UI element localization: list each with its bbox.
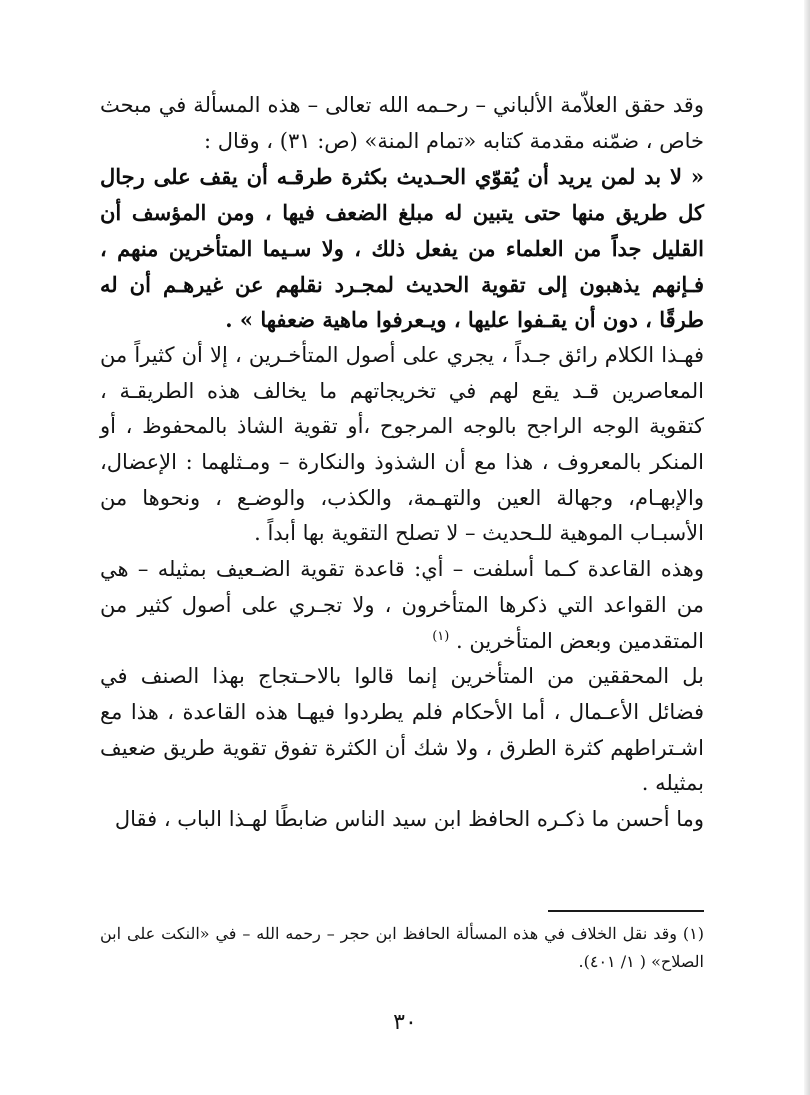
paragraph-text: وما أحسن ما ذكـره الحافظ ابن سيد الناس ضابطًا لهـذا الباب ، فقال [114,807,704,832]
footnote [100,920,704,976]
paragraph-verifiers [100,659,704,802]
footnote-separator [548,910,704,912]
scan-edge-shadow [804,0,810,1095]
footnote-text: (١) وقد نقل الخلاف في هذه المسألة الحافظ ابن حجر – رحمه الله – في «النكت على ابن الصلاح» ( ١/ ٤٠١). [100,924,704,971]
paragraph-commentary [100,338,704,552]
quotation-text: « لا بد لمن يريد أن يُقوّي الحـديث بكثرة طرقـه أن يقف على رجال كل طريق منها حتى يتبين له مبلغ الضعف فيها ، ومن المؤسف أن القليل جداً من العلماء من يفعل ذلك ، ولا سـيما المتأخرين منهم ، فـإنهم يذهبون إلى تقوية الحديث لمجـرد نقلهم عن غيرهـم أن له طرقًا ، دون أن يقـفوا عليها ، ويـعرفوا ماهية ضعفها » . [100,164,704,333]
paragraph-text: فهـذا الكلام رائق جـداً ، يجري على أصول المتأخـرين ، إلا أن كثيراً من المعاصرين قـد يقع لهم في تخريجاتهم ما يخالف هذه الطريقـة ، كتقوية الوجه الراجح بالوجه المرجوح ،أو تقوية الشاذ بالمحفوظ ، أو المنكر بالمعروف ، هذا مع أن الشذوذ والنكارة – ومـثلهما : الإعضال، والإبهـام، وجهالة العين والتهـمة، والكذب، والوضـع ، ونحوها من الأسبـاب الموهية للـحديث – لا تصلح التقوية بها أبداً . [100,342,705,546]
paragraph-text: بل المحققين من المتأخرين إنما قالوا بالاحـتجاج بهذا الصنف في فضائل الأعـمال ، أما الأحكام فلم يطردوا فيهـا هذه القاعدة ، هذا مع اشـتراطهم كثرة الطرق ، ولا شك أن الكثرة تفوق تقوية طريق ضعيف بمثيله . [100,664,704,796]
page-number: ٣٠ [393,1010,417,1035]
paragraph-closing [100,802,704,838]
paragraph-intro [100,88,704,159]
main-text-body [100,88,704,838]
footnote-reference-mark: (١) [432,628,450,644]
paragraph-text: وقد حقق العلاّمة الألباني – رحـمه الله تعالى – هذه المسألة في مبحث خاص ، ضمّنه مقدمة كتابه «تمام المنة» (ص: ٣١) ، وقال : [100,93,704,153]
paragraph-quotation [100,159,704,338]
paragraph-text: وهذه القاعدة كـما أسلفت – أي: قاعدة تقوية الضـعيف بمثيله – هي من القواعد التي ذكرها المتأخرون ، ولا تجـري على أصول كثير من المتقدمين وبعض المتأخرين . [100,557,704,653]
paragraph-rule [100,552,704,659]
